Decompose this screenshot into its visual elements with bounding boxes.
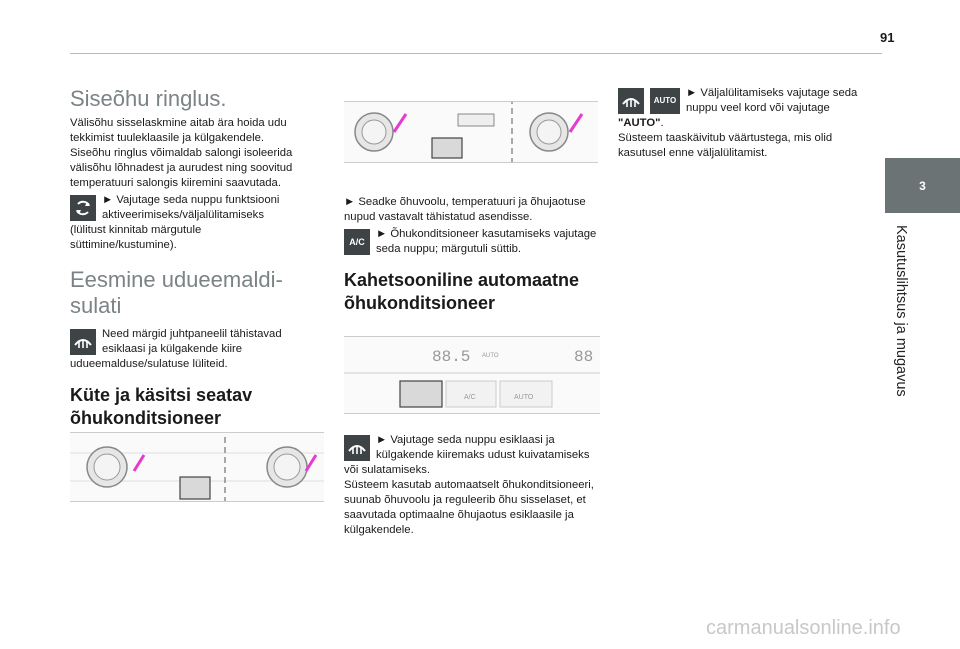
ac-button-icon: A/C <box>344 229 370 255</box>
display-right-temp: 88 <box>574 348 594 366</box>
heading-recirculation: Siseõhu ringlus. <box>70 86 227 111</box>
heading-front-demist: Eesmine udueemaldi-sulati <box>70 267 283 318</box>
column-1 <box>70 86 298 430</box>
manual-ac-panel-figure <box>70 432 324 502</box>
paragraph-a: ► Väljalülitamiseks vajutage seda nuppu veel kord või vajutage <box>686 87 858 114</box>
paragraph: ► Vajutage seda nuppu funktsiooni aktiveerimiseks/väljalülitamiseks (lülitust kinnitab märgutule süttimine/kustumine). <box>70 194 280 251</box>
paragraph-c: . <box>660 117 664 129</box>
chapter-tab[interactable]: 3 <box>885 158 960 213</box>
column-2 <box>344 195 600 315</box>
recirculation-icon <box>70 195 96 221</box>
watermark: carmanualsonline.info <box>706 617 901 639</box>
display-auto: AUTO <box>482 353 499 359</box>
windscreen-demist-icon <box>618 88 644 114</box>
windscreen-demist-icon <box>70 329 96 355</box>
paragraph: Välisõhu sisselaskmine aitab ära hoida udu tekkimist tuuleklaasile ja külgakendele. <box>70 117 287 144</box>
column-3 <box>618 86 876 161</box>
column-2-lower <box>344 433 600 538</box>
button-ac[interactable]: A/C <box>464 394 476 401</box>
paragraph: ► Seadke õhuvoolu, temperatuuri ja õhujaotuse nupud vastavalt tähistatud asendisse. <box>344 196 586 223</box>
windscreen-demist-icon <box>344 435 370 461</box>
auto-keyword: "AUTO" <box>618 117 661 129</box>
paragraph: Süsteem kasutab automaatselt õhukonditsioneeri, suunab õhuvoolu ja reguleerib õhu sisselaset, et saavutada optimaalne õhujaotus esiklaasile ja külgakendele. <box>344 479 594 536</box>
page-number: 91 <box>880 30 895 45</box>
paragraph: ► Õhukonditsioneer kasutamiseks vajutage seda nuppu; märgutuli süttib. <box>376 228 597 255</box>
button-auto[interactable]: AUTO <box>514 394 534 401</box>
paragraph: Need märgid juhtpaneelil tähistavad esiklaasi ja külgakende kiire udueemalduse/sulatuse lüliteid. <box>70 328 282 370</box>
chapter-side-title: Kasutuslihtsus ja mugavus <box>893 225 909 397</box>
display-left-temp: 88.5 <box>432 348 471 366</box>
ac-knob-figure <box>344 101 598 163</box>
paragraph: ► Vajutage seda nuppu esiklaasi ja külgakende kiiremaks udust kuivatamiseks või sulatamiseks. <box>344 434 590 476</box>
heading-dual-zone: Kahetsooniline automaatne õhukonditsioneer <box>344 270 580 313</box>
heading-manual-ac: Küte ja käsitsi seatav õhukonditsioneer <box>70 385 253 428</box>
paragraph: Siseõhu ringlus võimaldab salongi isoleerida välisõhu lõhnadest ja aurudest ning soovitud temperatuuri salongis kiiremini saavutada. <box>70 147 293 189</box>
paragraph: Süsteem taaskäivitub väärtustega, mis olid kasutusel enne väljalülitamist. <box>618 132 833 159</box>
auto-button-icon: AUTO <box>650 88 680 114</box>
header-rule <box>70 53 882 54</box>
dual-zone-panel-figure <box>344 336 600 414</box>
